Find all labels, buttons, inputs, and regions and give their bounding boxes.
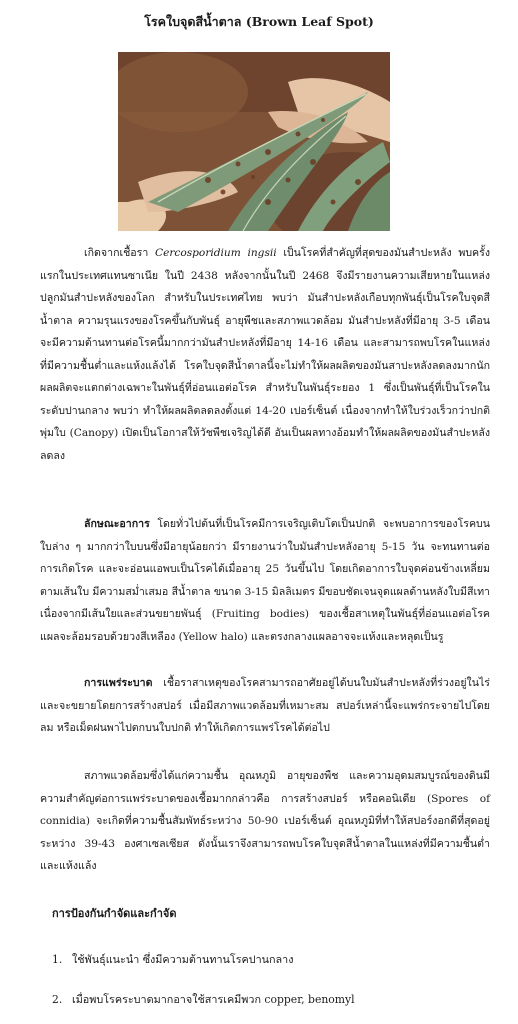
control-heading: การป้องกันกำจัดและกำจัด bbox=[52, 907, 177, 920]
list-item-number: 1. bbox=[52, 953, 63, 966]
list-item-text: ใช้พันธุ์แนะนำ ซึ่งมีความต้านทานโรคปานกลาง bbox=[72, 953, 294, 966]
page-title: โรคใบจุดสีน้ำตาล (Brown Leaf Spot) bbox=[144, 14, 374, 29]
control-list-item bbox=[52, 951, 294, 968]
symptoms-paragraph bbox=[40, 513, 490, 648]
cause-lead: เกิดจากเชื้อรา bbox=[84, 247, 149, 259]
spread-paragraph bbox=[40, 672, 490, 740]
spread-label: การแพร่ระบาด bbox=[84, 677, 153, 689]
symptoms-label: ลักษณะอาการ bbox=[84, 518, 150, 530]
pathogen-name: Cercosporidium ingsii bbox=[154, 247, 277, 259]
list-item-number: 2. bbox=[52, 993, 63, 1006]
environment-paragraph bbox=[40, 765, 490, 878]
cause-paragraph bbox=[40, 242, 490, 467]
symptoms-text: โดยทั่วไปต้นที่เป็นโรคมีการเจริญเติบโตเป็นปกติ จะพบอาการของโรคบนใบล่าง ๆ มากกว่าใบบนซึ่งมีอายุน้อยกว่า มีรายงานว่าใบมันสำปะหลังอายุ 5-15 วัน จะทนทานต่อการเกิดโรค และจะอ่อนแอพบเป็นโรคได้เมื่ออายุ 25 วันขึ้นไป โดยเกิดอาการใบจุดค่อนข้างเหลี่ยมตามเส้นใบ มีความสม่ำเสมอ สีน้ำตาล ขนาด 3-15 มิลลิเมตร มีขอบชัดเจนจุดแผลด้านหลังใบมีสีเทา เนื่องจากมีเส้นใยและส่วนขยายพันธุ์ (Fruiting bodies) ของเชื้อสาเหตุในพันธุ์ที่อ่อนแอต่อโรค แผลจะล้อมรอบด้วยวงสีเหลือง (Yellow halo) และตรงกลางแผลอาจจะแห้งและหลุดเป็นรู bbox=[40, 518, 491, 643]
leaf-photo bbox=[118, 52, 390, 231]
spread-text: เชื้อราสาเหตุของโรคสามารถอาศัยอยู่ได้บนใบมันสำปะหลังที่ร่วงอยู่ในไร่ และจะขยายโดยการสร้างสปอร์ เมื่อมีสภาพแวดล้อมที่เหมาะสม สปอร์เหล่านี้จะแพร่กระจายไปโดยลม หรือเม็ดฝนพาไปตกบนใบปกติ ทำให้เกิดการแพร่โรคได้ต่อไป bbox=[40, 677, 490, 734]
environment-text: สภาพแวดล้อมซึ่งได้แก่ความชื้น อุณหภูมิ อายุของพืช และความอุดมสมบูรณ์ของดินมีความสำคัญต่อการแพร่ระบาดของเชื้อมากกล่าวคือ การสร้างสปอร์ หรือคอนิเดีย (Spores of connidia) จะเกิดที่ความชื้นสัมพัทธ์ระหว่าง 50-90 เปอร์เซ็นต์ อุณหภูมิที่ทำให้สปอร์งอกดีที่สุดอยู่ระหว่าง 39-43 องศาเซลเซียส ดังนั้นเราจึงสามารถพบโรคใบจุดสีน้ำตาลในแหล่งที่มีความชื้นต่ำและแห้งแล้ง bbox=[40, 770, 490, 872]
list-item-text: เมื่อพบโรคระบาดมากอาจใช้สารเคมีพวก copper, benomyl bbox=[72, 993, 355, 1006]
control-list-item bbox=[52, 991, 355, 1008]
cause-text: เป็นโรคที่สำคัญที่สุดของมันสำปะหลัง พบครั้งแรกในประเทศแทนซาเนีย ในปี 2438 หลังจากนั้นในปี 2468 จึงมีรายงานความเสียหายในแหล่งปลูกมันสำปะหลังของโลก สำหรับในประเทศไทย พบว่า มันสำปะหลังเกือบทุกพันธุ์เป็นโรคใบจุดสีน้ำตาล ความรุนแรงของโรคขึ้นกับพันธุ์ อายุพืชและสภาพแวดล้อม มันสำปะหลังที่มีอายุ 3-5 เดือน จะมีความต้านทานต่อโรคนี้มากกว่ามันสำปะหลังที่มีอายุ 14-16 เดือน และสามารถพบโรคในแหล่งที่มีความชื้นต่ำและแห้งแล้งได้ โรคใบจุดสีน้ำตาลนี้จะไม่ทำให้ผลผลิตของมันสาปะหลังลดลงมากนัก ผลผลิตจะแตกต่างเฉพาะในพันธุ์ที่อ่อนแอต่อโรค สำหรับในพันธุ์ระยอง 1 ซึ่งเป็นพันธุ์ที่เป็นโรคในระดับปานกลาง พบว่า ทำให้ผลผลิตลดลงตั้งแต่ 14-20 เปอร์เซ็นต์ เนื่องจากทำให้ใบร่วงเร็วกว่าปกติ พุ่มใบ (Canopy) เปิดเป็นโอกาสให้วัชพืชเจริญได้ดี อันเป็นผลทางอ้อมทำให้ผลผลิตของมันสำปะหลังลดลง bbox=[40, 247, 490, 462]
